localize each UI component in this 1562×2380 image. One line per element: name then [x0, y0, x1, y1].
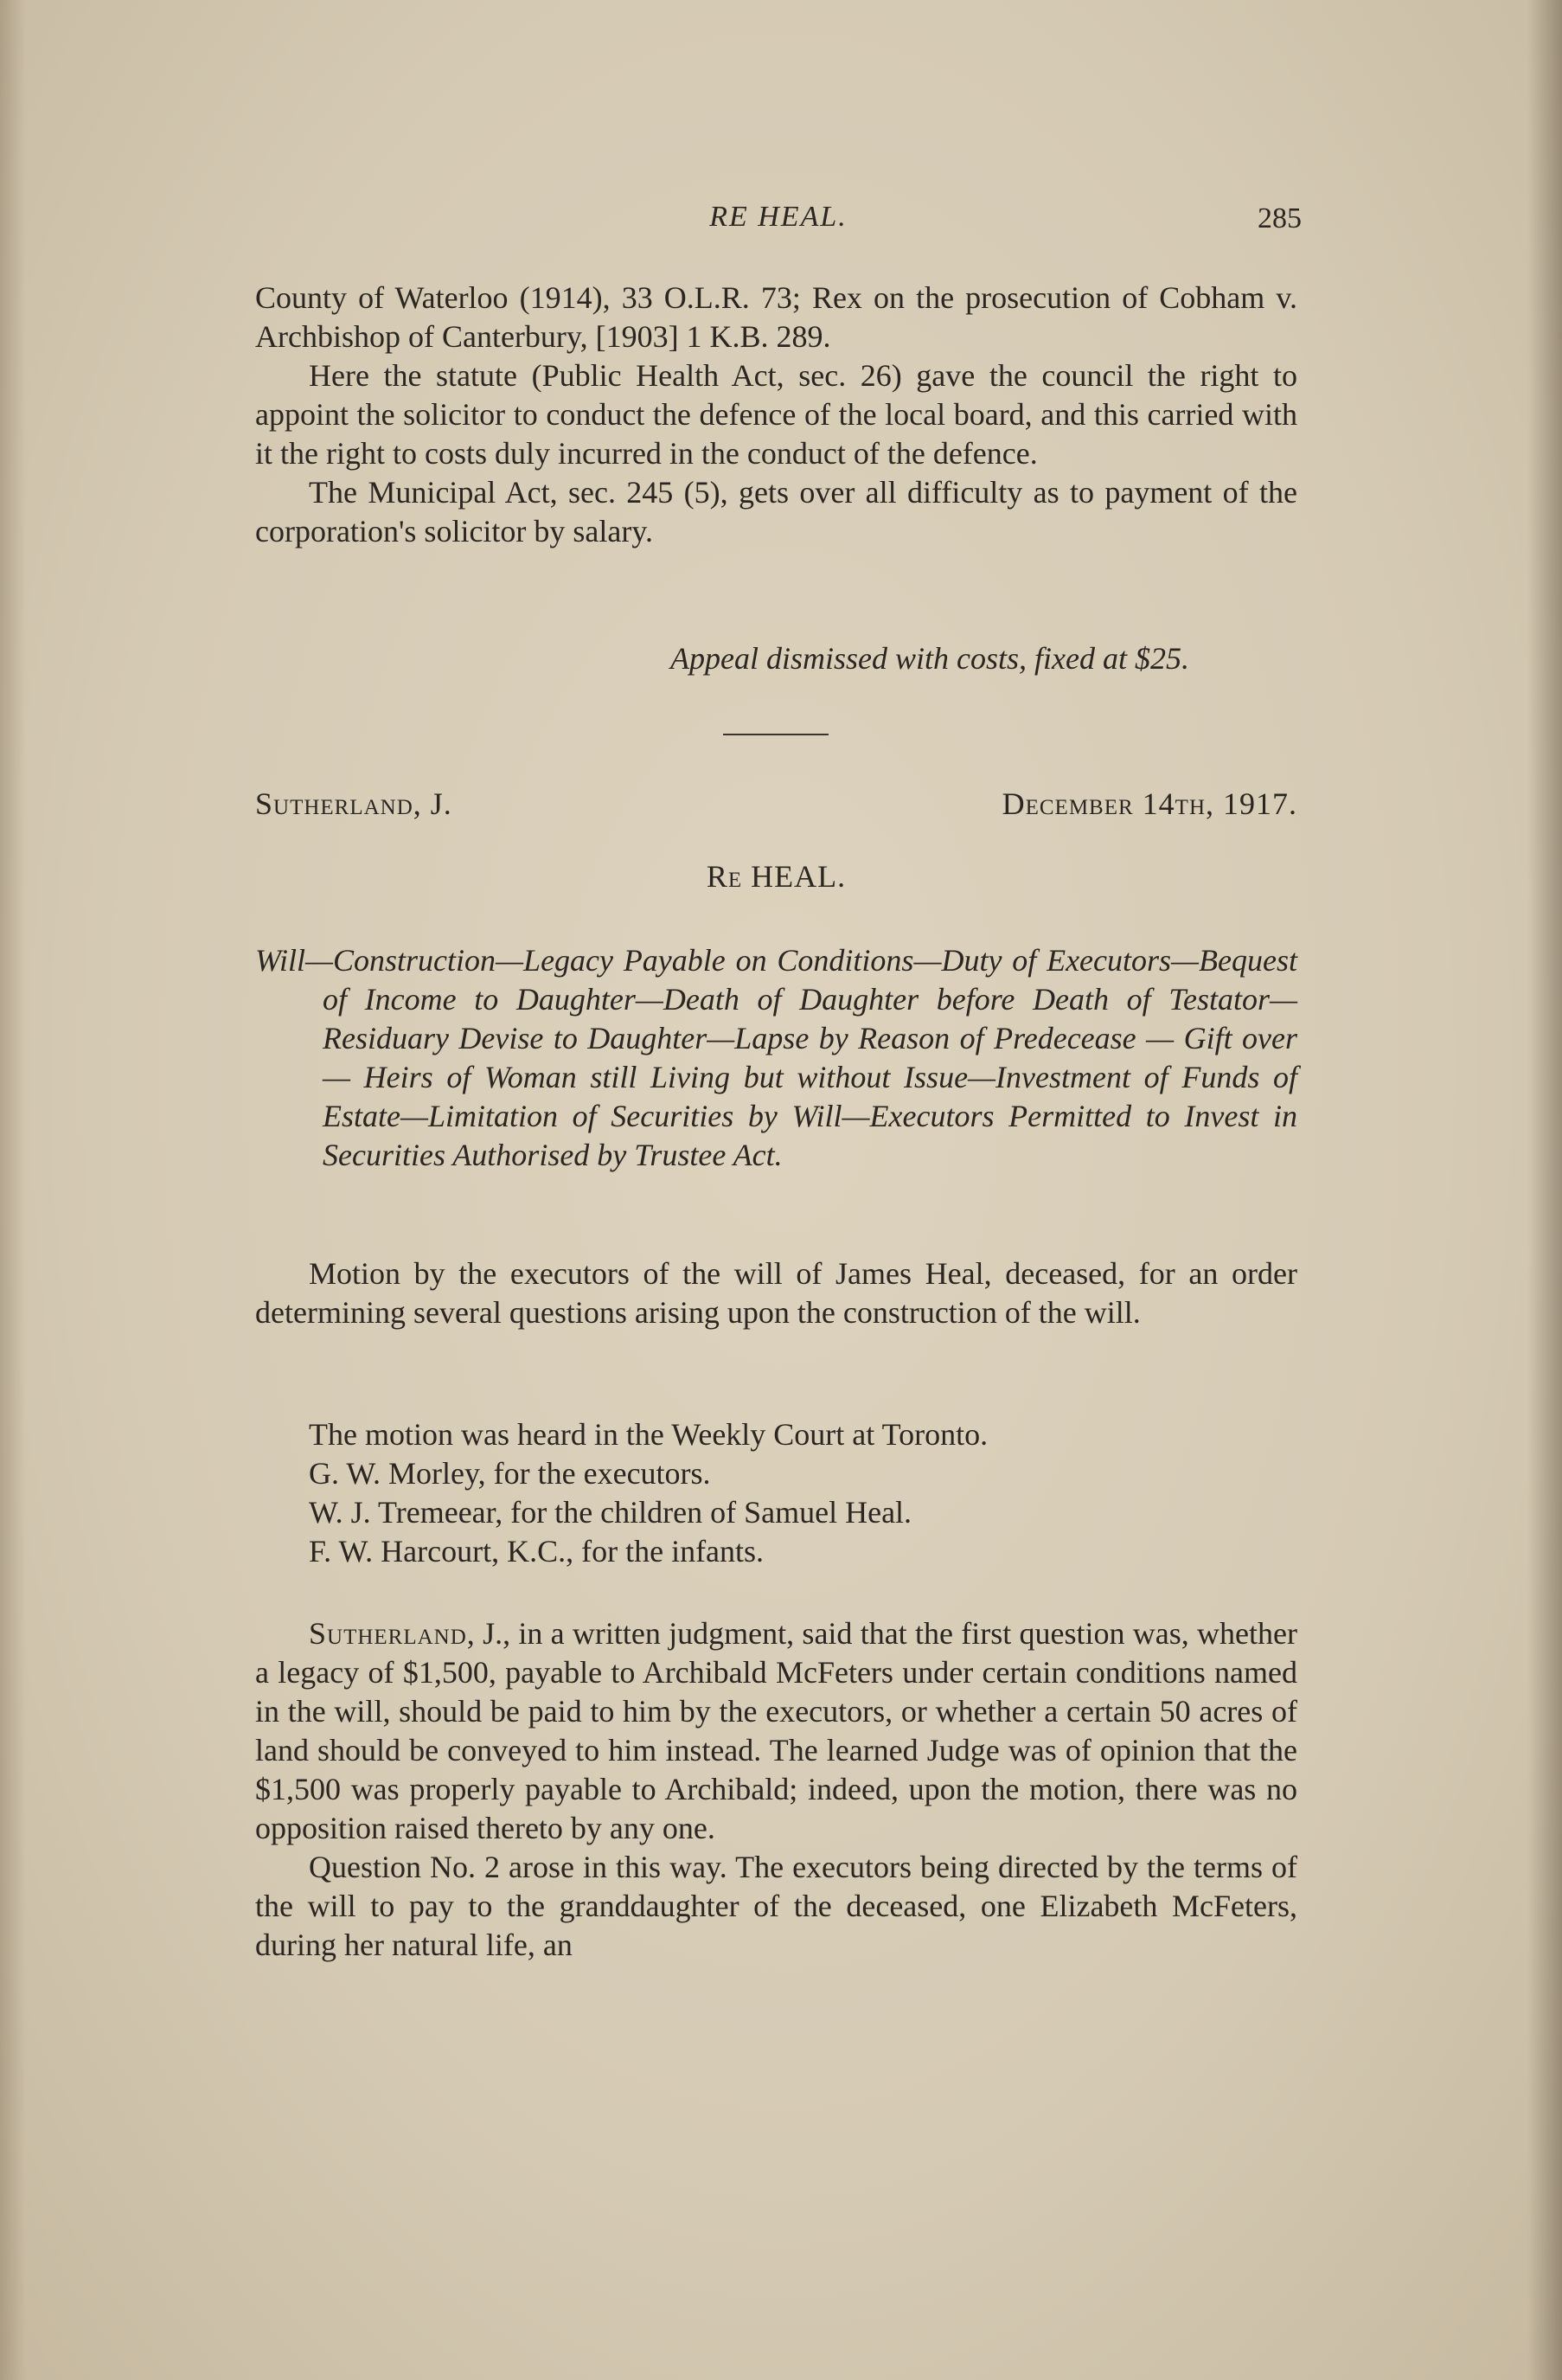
page-shadow-left [0, 0, 26, 2380]
judgment-text [255, 1614, 1297, 1965]
intro-text [255, 279, 1297, 551]
order-line: Appeal dismissed with costs, fixed at $25. [670, 641, 1189, 676]
running-head-title: RE HEAL. [709, 201, 848, 233]
motion-paragraph [255, 1254, 1297, 1332]
judgment-paragraph-1-text: , J., in a written judgment, said that the first question was, whether a legacy of $1,500, payable to Archibald McFeters under certain conditions named in the will, should be paid to him by the executors, or whether a certain 50 acres of land should be conveyed to him instead. The learned Judge was of opinion that the $1,500 was properly payable to Archibald; indeed, upon the motion, there was no opposition raised thereto by any one. [255, 1616, 1297, 1845]
judgment-paragraph-2: Question No. 2 arose in this way. The executors being directed by the terms of the will to pay to the granddaughter of the deceased, one Elizabeth McFeters, during her natural life, an [255, 1850, 1297, 1962]
headnote: Will—Construction—Legacy Payable on Conditions—Duty of Executors—Bequest of Income to Daughter—Death of Daughter before Death of Testator—Residuary Devise to Daughter—Lapse by Reason of Predecease — Gift over — Heirs of Woman still Living but without Issue—Investment of Funds of Estate—Limitation of Securities by Will—Executors Permitted to Invest in Securities Authorised by Trustee Act. [255, 943, 1297, 1172]
intro-paragraph-3: The Municipal Act, sec. 245 (5), gets over all difficulty as to payment of the corporation's solicitor by salary. [255, 475, 1297, 548]
judgment-paragraph-1 [255, 1614, 1297, 1848]
counsel-line: W. J. Tremeear, for the children of Samuel Heal. [309, 1495, 912, 1530]
page-number: 285 [1258, 202, 1302, 234]
counsel-list [309, 1415, 1295, 1571]
counsel-line: The motion was heard in the Weekly Court at Toronto. [309, 1417, 989, 1452]
judge-date-line [255, 786, 1297, 822]
judgment-judge-name: Sutherland [309, 1616, 467, 1651]
intro-paragraph-1: County of Waterloo (1914), 33 O.L.R. 73; Rex on the prosecution of Cobham v. Archbishop of Canterbury, [1903] 1 K.B. 289. [255, 280, 1297, 354]
page-shadow-right [1527, 0, 1562, 2380]
section-divider [723, 734, 829, 735]
counsel-line: F. W. Harcourt, K.C., for the infants. [309, 1534, 765, 1568]
intro-paragraph-2: Here the statute (Public Health Act, sec. 26) gave the council the right to appoint the solicitor to conduct the defence of the local board, and this carried with it the right to costs duly incurred in the conduct of the defence. [255, 358, 1297, 471]
running-head [255, 197, 1302, 241]
case-title: Re HEAL. [706, 859, 847, 894]
motion-text: Motion by the executors of the will of James Heal, deceased, for an order determining several questions arising upon the construction of the will. [255, 1256, 1297, 1330]
decision-date: December 14th, 1917. [1002, 786, 1297, 821]
judge-name: Sutherland, J. [255, 786, 452, 821]
counsel-line: G. W. Morley, for the executors. [309, 1456, 711, 1491]
